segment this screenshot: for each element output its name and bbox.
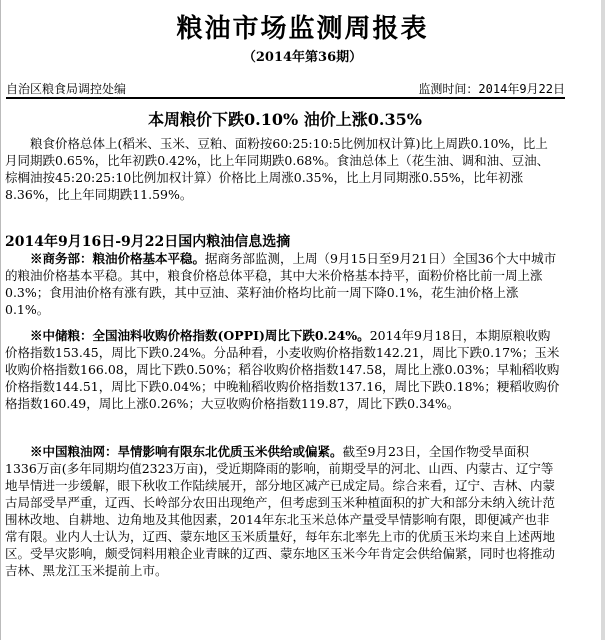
report-title: 粮油市场监测周报表 (176, 14, 429, 44)
news-item-lead: ※中国粮油网：旱情影响有限东北优质玉米供给或偏紧。 (30, 444, 343, 459)
monitoring-date: 监测时间：2014年9月22日 (418, 82, 565, 96)
news-item-sinograin (5, 327, 560, 412)
news-item-lead: ※商务部：粮油价格基本平稳。 (30, 251, 206, 266)
summary-headline: 本周粮价下跌0.10% 油价上涨0.35% (148, 110, 422, 129)
issue-number: （2014年第36期） (242, 50, 363, 65)
publisher: 自治区粮食局调控处编 (6, 82, 127, 96)
news-item-text: 据商务部监测，上周（9月15日至9月21日）全国36个大中城市的粮油价格基本平稳。其中，粮食价格总体平稳，其中大米价格基本持平，面粉价格比前一周上涨0.3%；食用油价格有涨有跌，其中豆油、菜籽油价格均比前一周下降0.1%，花生油价格上涨0.1%。 (5, 251, 557, 317)
meta-line (6, 80, 565, 99)
news-item-grain-oil-net (5, 443, 560, 579)
vertical-scrollbar[interactable] (601, 0, 605, 640)
summary-paragraph: 粮食价格总体上(稻米、玉米、豆粕、面粉按60:25:10:5比例加权计算)比上周跌0.10%，比上月同期跌0.65%，比年初跌0.42%，比上年同期跌0.68%。食油总体上（花生油、调和油、豆油、棕榈油按45:20:25:10比例加权计算）价格比上周涨0.35%，比上月同期涨0.55%，比年初涨8.36%，比上年同期跌11.59%。 (5, 136, 550, 202)
news-item-text: 2014年9月18日，本期原粮收购价格指数153.45，周比下跌0.24%。分品种看，小麦收购价格指数142.21，周比下跌0.17%；玉米收购价格指数166.08，周比下跌0.50%；稻谷收购价格指数147.58，周比上涨0.03%；早籼稻收购价格指数144.51，周比下跌0.04%；中晚籼稻收购价格指数137.16，周比下跌0.18%；粳稻收购价格指数160.49，周比上涨0.26%；大豆收购价格指数119.87，周比下跌0.34%。 (5, 328, 560, 411)
news-item-lead: ※中储粮：全国油料收购价格指数(OPPI)周比下跌0.24%。 (30, 328, 370, 343)
news-item-commerce (5, 250, 560, 318)
news-item-text: 截至9月23日，全国作物受旱面积1336万亩(多年同期均值2323万亩)，受近期降雨的影响，前期受旱的河北、山西、内蒙古、辽宁等地旱情进一步缓解，眼下秋收工作陆续展开，部分地区减产已成定局。综合来看，辽宁、吉林、内蒙古局部受旱严重，辽西、长岭部分农田出现绝产，但考虑到玉米种植面积的扩大和部分未纳入统计范围林改地、自耕地、边角地及其他因素，2014年东北玉米总体产量受旱情影响有限，即便减产也非常有限。业内人士认为，辽西、蒙东地区玉米质量好，每年东北率先上市的优质玉米均来自上述两地区。受旱灾影响，颇受饲料用粮企业青睐的辽西、蒙东地区玉米今年肯定会供给偏紧，同时也将推动吉林、黑龙江玉米提前上市。 (5, 444, 556, 578)
page-left-edge (0, 0, 1, 640)
section-heading: 2014年9月16日-9月22日国内粮油信息选摘 (5, 234, 291, 250)
